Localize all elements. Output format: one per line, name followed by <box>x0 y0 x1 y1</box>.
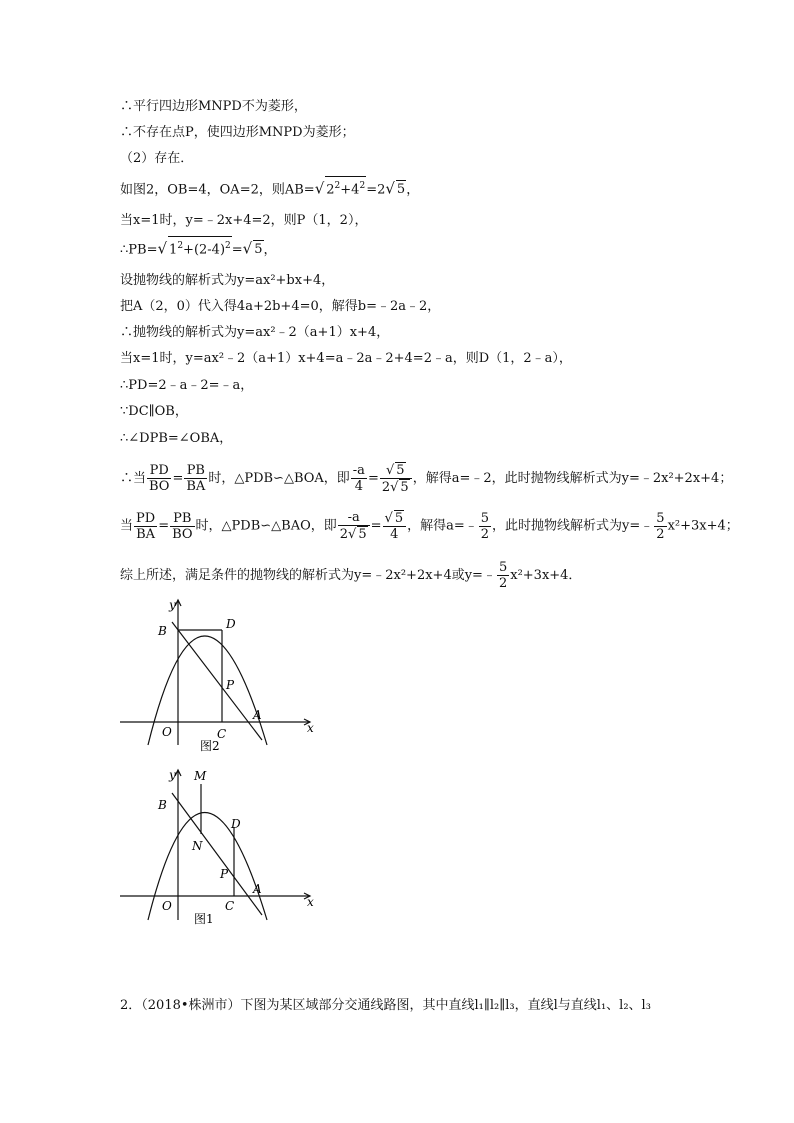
label-B: B <box>158 798 167 812</box>
figure-2 <box>110 595 330 760</box>
fraction: $\frac{PB}{BA}$ <box>186 463 206 494</box>
line-16: 综上所述，满足条件的抛物线的解析式为y=﹣2x²+2x+4或y=﹣ $\frac{5}{2}$ x²+3x+4． <box>120 560 582 591</box>
line-7: 设抛物线的解析式为y=ax²+bx+4， <box>120 273 335 288</box>
fraction: $\frac{5}{2}$ <box>656 510 665 542</box>
figure-1 <box>110 765 330 930</box>
fraction: $\frac{PD}{BA}$ <box>136 510 156 542</box>
label-P: P <box>220 867 229 881</box>
label-C: C <box>217 727 227 741</box>
fraction: $\frac{PD}{BO}$ <box>149 463 170 494</box>
fraction: $\frac{√ 5}{4}$ <box>383 510 407 542</box>
line-5: 当x=1时，y=﹣2x+4=2，则P（1，2）， <box>120 213 368 228</box>
problem-2-stem: 2．（2018•株洲市）下图为某区域部分交通线路图，其中直线l₁∥l₂∥l₃，直线l与直线l₁、l₂、l₃ <box>120 998 651 1013</box>
label-A: A <box>253 882 262 896</box>
line-AB <box>172 793 262 915</box>
label-P: P <box>226 678 235 692</box>
line-4: 如图2，OB=4，OA=2，则AB=√ $2^2+4^2=2√$ 5， <box>120 176 419 199</box>
label-x: x <box>307 721 314 735</box>
line-1: ∴平行四边形MNPD不为菱形， <box>120 99 307 114</box>
line-15: 当 $\frac{PD}{BA}$ = $\frac{PB}{BO}$ 时，△PDB∽△BAO，即 $\frac{-a}{2√ 5}$ = $\frac{√ 5}{4}$ ，解得a=﹣ $\frac{5}{2}$ ，此时抛物线解析式为y=﹣ $\frac{5}{2}$ x²+3x+4； <box>120 510 739 542</box>
label-y: y <box>169 598 176 612</box>
label-y: y <box>169 768 176 782</box>
fraction: $\frac{PB}{BO}$ <box>172 510 193 542</box>
figure-1-caption: 图1 <box>194 912 214 926</box>
line-13: ∴∠DPB=∠OBA， <box>120 431 233 446</box>
line-8: 把A（2，0）代入得4a+2b+4=0，解得b=﹣2a﹣2， <box>120 299 441 314</box>
fraction: $\frac{√ 5}{2√ 5}$ <box>380 462 412 495</box>
fraction: $\frac{-a}{4}$ <box>352 463 365 494</box>
figure-2-caption: 图2 <box>200 739 220 753</box>
label-O: O <box>162 725 172 739</box>
label-O: O <box>162 899 172 913</box>
label-A: A <box>253 708 262 722</box>
fraction: $\frac{5}{2}$ <box>480 510 490 542</box>
label-D: D <box>231 817 241 831</box>
label-N: N <box>192 839 203 853</box>
label-C: C <box>225 899 235 913</box>
label-M: M <box>194 769 207 783</box>
fraction: $\frac{5}{2}$ <box>498 560 508 591</box>
line-12: ∵DC∥OB， <box>120 404 188 419</box>
label-D: D <box>226 617 236 631</box>
line-2: ∴不存在点P，使四边形MNPD为菱形； <box>120 125 355 140</box>
line-11: ∴PD=2﹣a﹣2=﹣a， <box>120 378 254 393</box>
line-6: ∴PB=√ $1^2+(2-4)^2=√$ 5， <box>120 236 277 259</box>
line-14: ∴当 $\frac{PD}{BO}$ = $\frac{PB}{BA}$ 时，△PDB∽△BOA，即 $\frac{-a}{4}$ = $\frac{√ 5}{2√ 5}$ ，解得a=﹣2，此时抛物线解析式为y=﹣2x²+2x+4； <box>120 463 733 495</box>
fraction: $\frac{-a}{2√ 5}$ <box>338 510 370 542</box>
line-9: ∴抛物线的解析式为y=ax²﹣2（a+1）x+4， <box>120 325 390 340</box>
label-x: x <box>307 895 314 909</box>
line-3: （2）存在． <box>120 151 194 166</box>
line-10: 当x=1时，y=ax²﹣2（a+1）x+4=a﹣2a﹣2+4=2﹣a，则D（1，2﹣a）， <box>120 351 572 366</box>
label-B: B <box>158 624 167 638</box>
